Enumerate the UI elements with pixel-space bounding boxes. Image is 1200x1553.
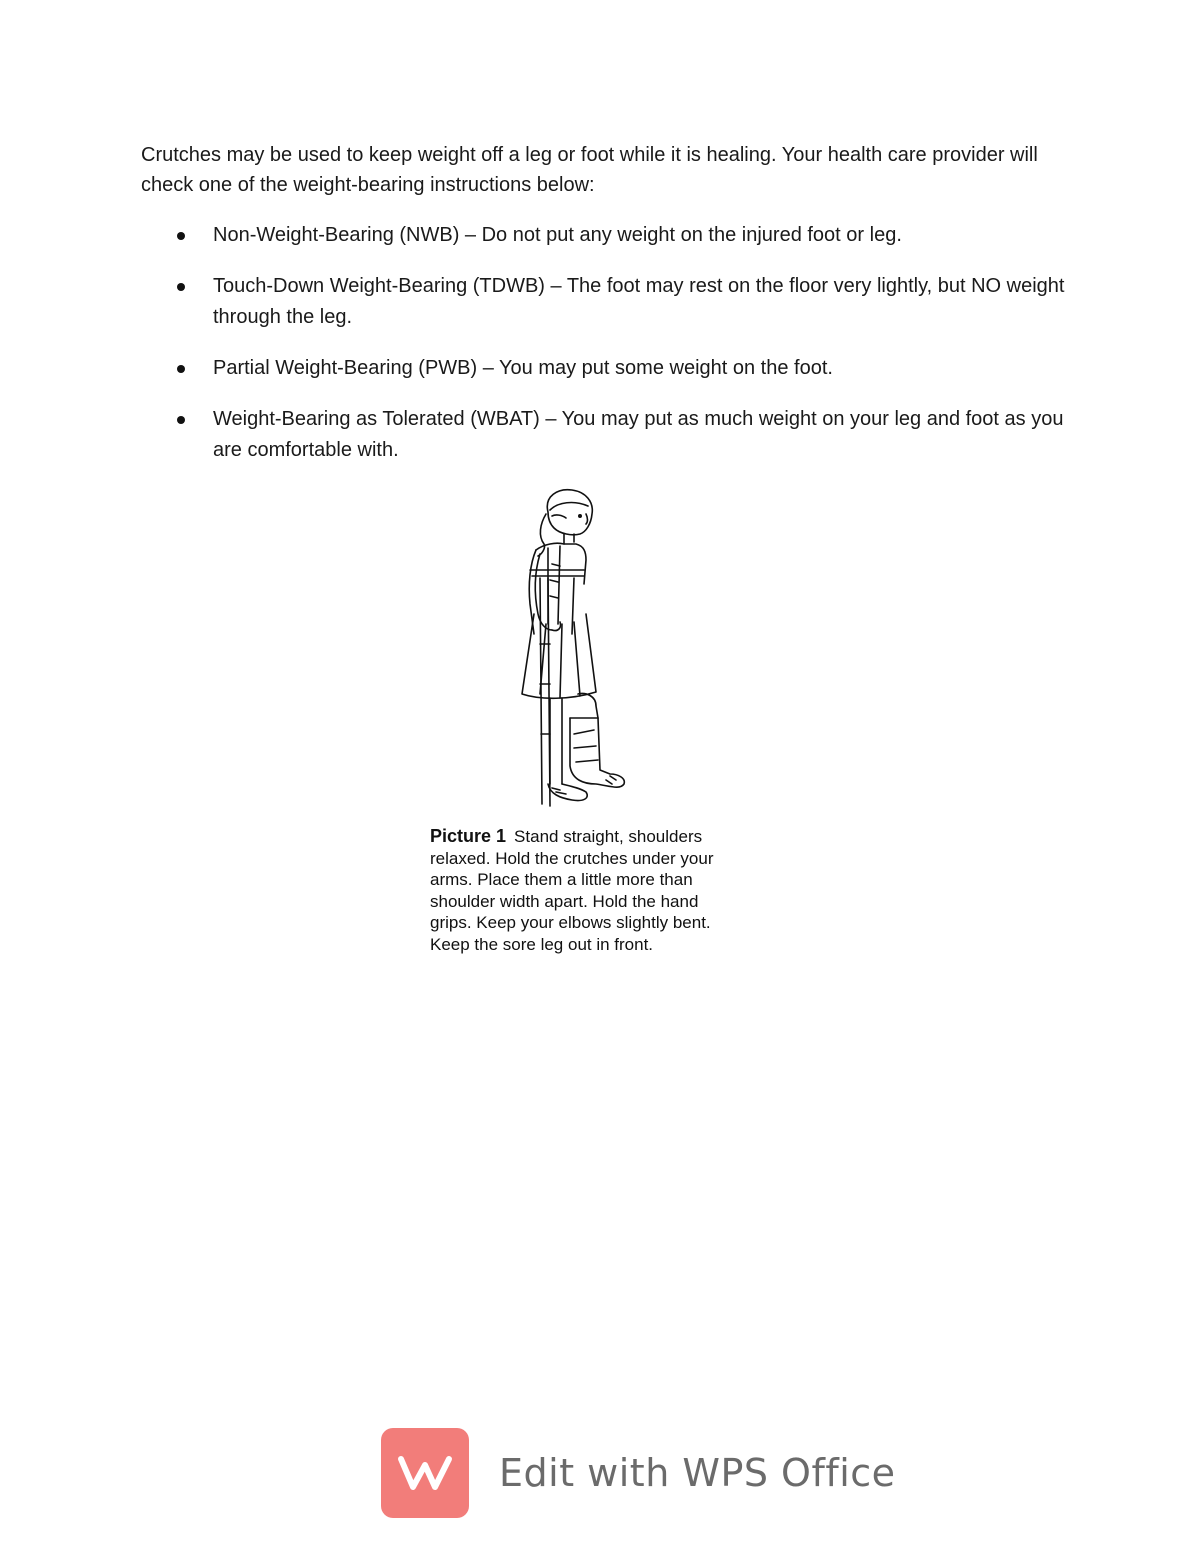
list-item-text: Partial Weight-Bearing (PWB) – You may put some weight on the foot. [213, 357, 833, 379]
list-item [141, 353, 1071, 384]
intro-paragraph: Crutches may be used to keep weight off a leg or foot while it is healing. Your health care provider will check one of the weight-bearing instructions below: [141, 144, 1038, 196]
caption-text: Stand straight, shoulders relaxed. Hold the crutches under your arms. Place them a little more than shoulder width apart. Hold the hand grips. Keep your elbows slightly bent. Keep the sore leg out in front. [430, 827, 714, 954]
child-on-crutches-illustration [500, 484, 640, 814]
weight-bearing-list [141, 220, 1071, 486]
caption-label: Picture 1 [430, 826, 507, 846]
wps-watermark[interactable] [381, 1428, 896, 1518]
watermark-text: Edit with WPS Office [499, 1451, 896, 1495]
list-item-text: Weight-Bearing as Tolerated (WBAT) – You may put as much weight on your leg and foot as you are comfortable with. [213, 408, 1064, 461]
list-item [141, 220, 1071, 251]
bullet-icon [177, 283, 185, 291]
list-item-text: Non-Weight-Bearing (NWB) – Do not put any weight on the injured foot or leg. [213, 224, 902, 246]
bullet-icon [177, 416, 185, 424]
bullet-icon [177, 232, 185, 240]
list-item [141, 271, 1071, 333]
figure-caption [430, 826, 720, 955]
bullet-icon [177, 365, 185, 373]
list-item [141, 404, 1071, 466]
list-item-text: Touch-Down Weight-Bearing (TDWB) – The foot may rest on the floor very lightly, but NO weight through the leg. [213, 275, 1065, 328]
wps-logo-icon [381, 1428, 469, 1518]
